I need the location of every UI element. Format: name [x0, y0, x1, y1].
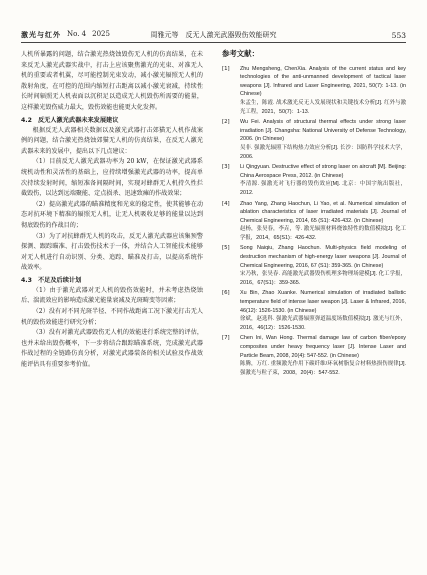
reference-english: Song Naiqiu, Zhang Haochun. Multi-physics field modeling of destruction mechanism of high-energy laser weapons [J]. Journal of Chemical Engineering, 2016, 67 (S1): 359-365. (in Chinese)	[240, 245, 406, 269]
article-authors-title: 周雅元等 反无人激光武器毁伤效能研究	[150, 31, 277, 39]
reference-body	[240, 163, 406, 197]
reference-number: [1]	[222, 65, 230, 72]
reference-chinese: 朱孟生，陈霞. 战术激光反无人发展现状和关键技术分析[J]. 红外与激光工程，2021，50(7)：1-13.	[240, 99, 406, 115]
issue-number: No. 4	[67, 30, 87, 38]
reference-chinese: 宋乃秋，张昊春. 高能激光武器毁伤机理多物理场建模[J]. 化工学报，2016，67(S1)：359-365.	[240, 271, 406, 286]
reference-chinese: 李清源. 强激光对飞行器的毁伤效应[M]. 北京：中国宇航出版社，2012.	[240, 181, 406, 196]
reference-english: Wu Fei. Analysis of structural thermal effects under strong laser irradiation [J]. Changsha: National University of Defense Technology, 2006. (in Chinese)	[240, 119, 406, 143]
reference-chinese: 赵杨，张昊春，李垚，等. 激光辐照材料烧蚀特性的数值模拟[J]. 化工学报，2014，65(S1)：426-432.	[240, 226, 406, 241]
reference-item	[222, 289, 406, 332]
publication-year: 2025	[92, 30, 110, 38]
running-header	[21, 26, 406, 43]
paragraph: （2）没有对不同光斑半径、不同作战距离工况下激光打击无人机的毁伤效能进行研究分析；	[21, 308, 203, 326]
paragraph: （1）目前反无人激光武器功率为 20 kW，在保证激光武器系统机动性和灵活性的基础上，应持续增强激光武器的功率，提高单次持续发射时间，缩短准备间隔时间，实现对蜂群无人机持久性拦截毁伤，以达到远端聚能、定点损杀、迅速致瘫的作战效果；	[21, 158, 203, 198]
section-heading-4-2	[21, 115, 203, 126]
reference-body	[240, 200, 406, 243]
paragraph: （1）由于激光武器对无人机的毁伤效能时，并未考虑热烧蚀后、湍流效应的影响造成激光能量衰减及光斑畸变等因素；	[21, 286, 203, 305]
reference-body	[240, 334, 406, 377]
body-text-column	[21, 50, 203, 371]
page-number: 553	[391, 31, 406, 40]
section-number: 4.3	[21, 276, 32, 284]
paragraph: （2）提高激光武器的瞄准精度和光束的稳定性，使其能够在动态对抗环境下精准的辐照无人机，让无人机吸收足够的能量以达到彻底毁伤的作战目的；	[21, 200, 203, 229]
section-heading-4-3	[21, 275, 203, 286]
paragraph: 根据反无人武器相关数据以及激光武器打击郊猫无人机作战案例的问题，结合激光热烧蚀郊猫无人机的仿真结果，在反无人激光武器未来的发展中，提出以下几点建议：	[21, 126, 203, 155]
reference-item	[222, 163, 406, 197]
reference-chinese: 陈腾，万红. 重频激光作用下碳纤维/环氧树脂复合材料热损伤规律[J]. 强激光与粒子束，2008，20(4)：547-552.	[240, 361, 406, 376]
reference-english: Zhao Yang, Zhang Haochun, Li Yao, et al. Numerical simulation of ablation characteristics of laser irradiated materials [J]. Journal of Chemical Engineering, 2014, 65 (S1): 426-432. (in Chinese)	[240, 200, 406, 224]
reference-item	[222, 334, 406, 377]
paragraph: 人机所暴露的问题，结合激光热烧蚀毁伤无人机的仿真结果，在未来反无人激光武器实战中，打击上应该聚焦激光的光束、对准无人机的重要或者机翼，尽可能控制光束发动，减小激光辐照无人机的散射角度，在可控的范围内缩短打击距离以减小激光衰减，持续性长时间辐照无人机表面以沉积足以造成无人机毁伤所需要的能量，这样激光毁伤威力最大，毁伤效能也能更大化发挥。	[21, 51, 203, 111]
reference-english: Chen Ini, Wan Hong. Thermal damage law of carbon fiber/epoxy composites under heavy frequency laser [J]. Intense Laser and Particle Beam, 2008, 20(4): 547-552. (in Chinese)	[240, 335, 406, 359]
reference-chinese: 吴非. 强激光辐照下结构热力效应分析[J]. 长沙：国防科学技术大学，2006.	[240, 144, 406, 160]
reference-number: [7]	[222, 335, 230, 342]
journal-name: 激光与红外	[21, 30, 61, 39]
section-number: 4.2	[21, 116, 32, 124]
reference-english: Li Qingyuan. Destructive effect of strong laser on aircraft [M]. Beijing: China Aerospace Press, 2012. (in Chinese)	[240, 164, 406, 179]
journal-info	[21, 30, 110, 40]
references-title: 参考文献：	[222, 49, 259, 58]
reference-body	[240, 244, 406, 287]
reference-list	[222, 65, 406, 378]
references-column	[222, 50, 406, 379]
reference-number: [5]	[222, 245, 230, 252]
paragraph: （3）为了对抗蜂群无人机的攻击，反无人激光武器应该集预警探测、跟踪瞄准、打击毁伤技术于一体，并结合人工智能技术能够对无人机进行自动识别、分类、追踪、瞄准及打击，以提高系统作战效率。	[21, 232, 203, 272]
reference-number: [4]	[222, 200, 230, 207]
reference-number: [6]	[222, 290, 230, 297]
reference-body	[240, 118, 406, 161]
reference-item	[222, 244, 406, 287]
reference-body	[240, 289, 406, 332]
reference-body	[240, 65, 406, 117]
section-title: 反无人激光武器未来发展建议	[37, 116, 119, 124]
reference-item	[222, 65, 406, 117]
paragraph: （3）没有对激光武器毁伤无人机的效能进行系统完整的评估，也并未给出毁伤概率，下一步将结合跟踪瞄准系统，完成激光武器作战过程的全链路仿真分析，对激光武器装备的相关试验及作战效能评估具有重要参考价值。	[21, 329, 203, 369]
reference-number: [2]	[222, 119, 230, 126]
reference-chinese: 徐斌，赵选科. 强激光武器辐照弹道温度场数值模拟[J]. 激光与红外，2016，46(12)：1526-1530.	[240, 316, 406, 331]
section-title: 不足及后续计划	[37, 276, 82, 284]
reference-english: Xu Bin, Zhao Xuanke. Numerical simulation of irradiated ballistic temperature field of intense laser weapon [J]. Laser & Infrared, 2016, 46(12): 1526-1530. (in Chinese)	[240, 290, 406, 314]
reference-english: Zhu Mengsheng, ChenXia. Analysis of the current status and key technologies of the anti-unmanned development of tactical laser weapons [J]. Infrared and Laser Engineering, 2021, 50(7): 1-13. (in Chinese)	[240, 65, 406, 98]
reference-number: [3]	[222, 164, 230, 171]
reference-item	[222, 118, 406, 161]
reference-item	[222, 200, 406, 243]
